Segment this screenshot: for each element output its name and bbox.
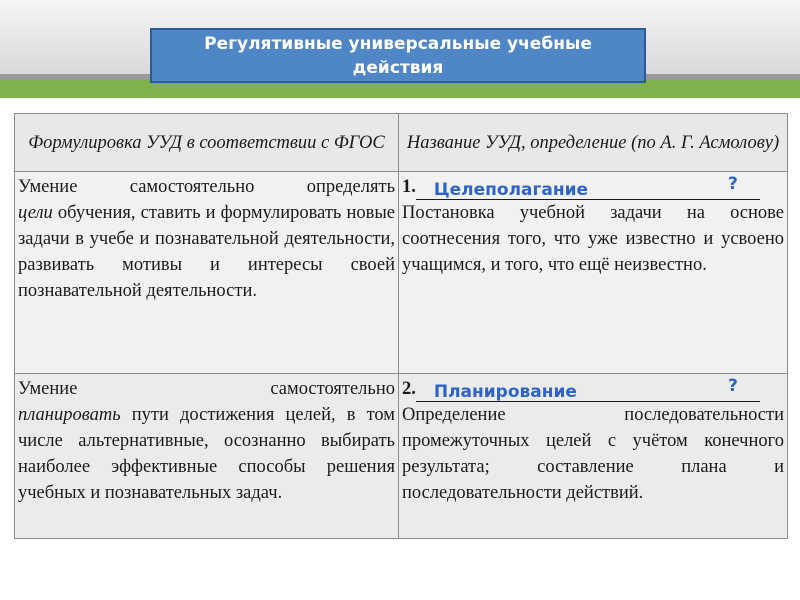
formulation-rest-2: формулировать новые задачи в учебе и познавательной деятельности, развивать мотивы и интересы своей познавательной деятельности. [18,203,395,301]
answer-blank [416,174,760,200]
item-number: 2. [402,379,416,399]
formulation-line: Умение самостоятельно определять [18,177,395,197]
formulation-emphasis: планировать [18,405,121,425]
answer-line [402,174,784,200]
formulation-rest: обучения, ставить и [52,203,216,223]
formulation-cell [15,374,399,539]
question-mark: ? [728,174,738,194]
header-col-formulation: Формулировка УУД в соответствии с ФГОС [15,114,399,172]
answer-text: Целеполагание [433,180,589,200]
formulation-text [18,402,395,506]
definition-cell [399,172,788,374]
formulation-emphasis: цели [18,203,53,223]
table-row [15,172,788,374]
table-header-row [15,114,788,172]
uud-table [14,113,788,539]
answer-text: Планирование [433,382,577,402]
formulation-rest: пути достижения [120,405,275,425]
item-number: 1. [402,177,416,197]
formulation-line: Умение самостоятельно [18,379,395,399]
question-mark: ? [728,376,738,396]
definition-text: Определение последовательности промежуточных целей с учётом конечного результата; составление плана и последовательности действий. [402,405,784,503]
answer-line [402,376,784,402]
slide-title-text: Регулятивные универсальные учебные действия [204,33,592,78]
definition-text: Постановка учебной задачи на основе соотнесения того, что уже известно и усвоено учащимся, и того, что ещё неизвестно. [402,203,784,275]
formulation-cell [15,172,399,374]
table-row [15,374,788,539]
header-col-name-definition: Название УУД, определение (по А. Г. Асмолову) [399,114,788,172]
formulation-text [18,200,395,304]
slide-title [150,28,646,83]
formulation-rest-2: целей, в том числе альтернативные, осознанно выбирать наиболее эффективные способы решения учебных и познавательных задач. [18,405,396,503]
answer-blank [416,376,760,402]
definition-cell [399,374,788,539]
